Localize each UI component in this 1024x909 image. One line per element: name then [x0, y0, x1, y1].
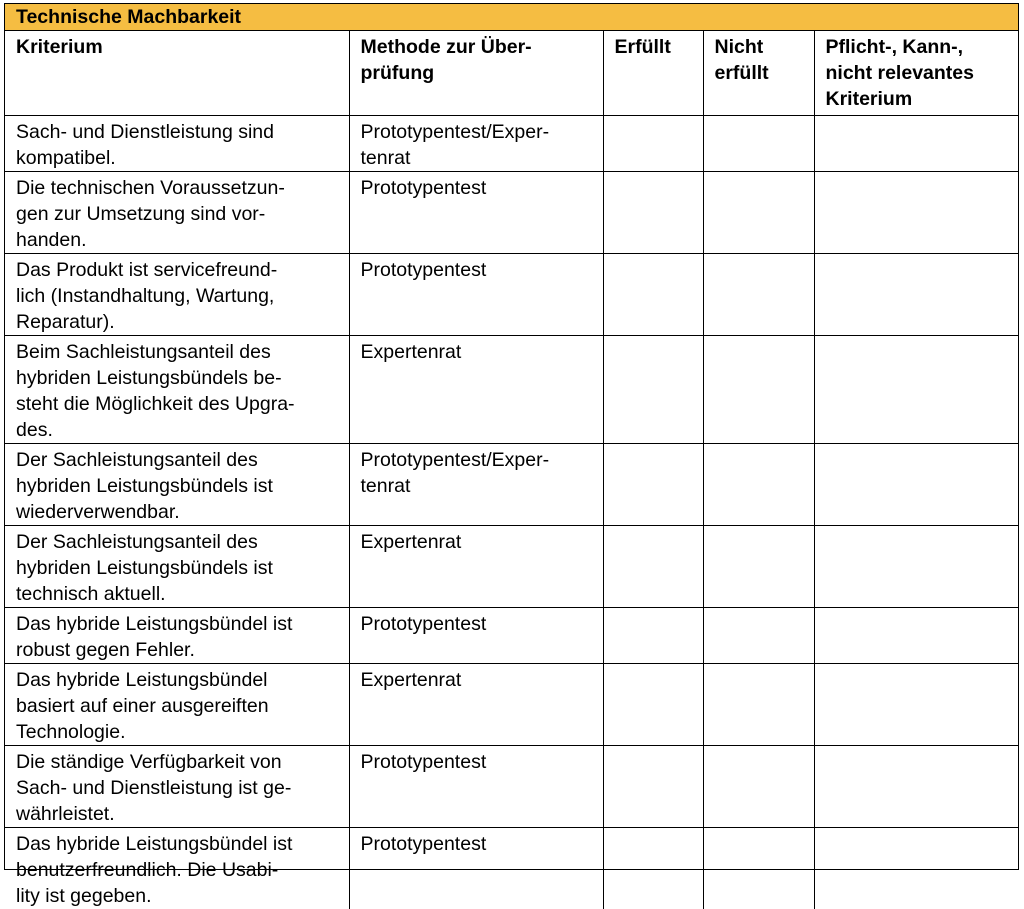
kriterium-line: Die ständige Verfügbarkeit von: [16, 750, 282, 773]
header-nicht-erfuellt: [703, 31, 814, 115]
table-row: [5, 827, 1018, 909]
cell-nicht-erfuellt[interactable]: [703, 253, 814, 335]
cell-erfuellt[interactable]: [603, 525, 703, 607]
cell-pflicht-kann[interactable]: [814, 607, 1018, 663]
table-row: [5, 443, 1018, 525]
cell-methode: [349, 827, 603, 909]
cell-kriterium: [5, 525, 349, 607]
cell-nicht-erfuellt[interactable]: [703, 663, 814, 745]
cell-nicht-erfuellt[interactable]: [703, 827, 814, 909]
methode-line: Prototypentest: [360, 612, 487, 635]
cell-nicht-erfuellt[interactable]: [703, 335, 814, 443]
methode-line: Prototypentest: [360, 176, 487, 199]
cell-pflicht-kann[interactable]: [814, 335, 1018, 443]
criteria-table-sheet: [4, 3, 1019, 907]
cell-pflicht-kann[interactable]: [814, 171, 1018, 253]
cell-kriterium: [5, 253, 349, 335]
methode-line: Prototypentest: [360, 750, 487, 773]
kriterium-line: steht die Möglichkeit des Upgra-: [16, 392, 295, 415]
header-pflicht-kann: [814, 31, 1018, 115]
kriterium-line: des.: [16, 418, 53, 441]
kriterium-line: Das hybride Leistungsbündel ist: [16, 612, 293, 635]
kriterium-line: hybriden Leistungsbündels ist: [16, 556, 273, 579]
table-row: [5, 115, 1018, 171]
cell-kriterium: [5, 335, 349, 443]
cell-methode: [349, 171, 603, 253]
header-pflicht-kann-line: Kriterium: [825, 88, 913, 110]
kriterium-line: Technologie.: [16, 720, 126, 743]
cell-erfuellt[interactable]: [603, 171, 703, 253]
header-erfuellt-line: Erfüllt: [614, 36, 671, 58]
cell-kriterium: [5, 443, 349, 525]
header-methode-line: Methode zur Über-: [360, 36, 532, 58]
table-row: [5, 525, 1018, 607]
cell-pflicht-kann[interactable]: [814, 663, 1018, 745]
kriterium-line: Das hybride Leistungsbündel ist: [16, 832, 293, 855]
cell-methode: [349, 663, 603, 745]
cell-methode: [349, 443, 603, 525]
cell-nicht-erfuellt[interactable]: [703, 115, 814, 171]
methode-line: Prototypentest: [360, 832, 487, 855]
cell-erfuellt[interactable]: [603, 335, 703, 443]
cell-erfuellt[interactable]: [603, 253, 703, 335]
kriterium-line: lich (Instandhaltung, Wartung,: [16, 284, 275, 307]
cell-kriterium: [5, 827, 349, 909]
cell-nicht-erfuellt[interactable]: [703, 607, 814, 663]
cell-kriterium: [5, 115, 349, 171]
table-header-row: [5, 31, 1018, 115]
methode-line: Expertenrat: [360, 530, 462, 553]
kriterium-line: währleistet.: [16, 802, 115, 825]
table-title: Technische Machbarkeit: [5, 4, 1018, 31]
kriterium-line: basiert auf einer ausgereiften: [16, 694, 269, 717]
methode-line: Prototypentest/Exper-: [360, 120, 550, 143]
cell-pflicht-kann[interactable]: [814, 253, 1018, 335]
cell-methode: [349, 745, 603, 827]
cell-methode: [349, 115, 603, 171]
cell-methode: [349, 525, 603, 607]
table-row: [5, 335, 1018, 443]
cell-pflicht-kann[interactable]: [814, 443, 1018, 525]
cell-erfuellt[interactable]: [603, 443, 703, 525]
methode-line: tenrat: [360, 474, 411, 497]
kriterium-line: robust gegen Fehler.: [16, 638, 195, 661]
cell-pflicht-kann[interactable]: [814, 827, 1018, 909]
kriterium-line: Das Produkt ist servicefreund-: [16, 258, 278, 281]
cell-nicht-erfuellt[interactable]: [703, 525, 814, 607]
kriterium-line: Der Sachleistungsanteil des: [16, 530, 258, 553]
header-nicht-erfuellt-line: Nicht: [714, 36, 764, 58]
cell-methode: [349, 607, 603, 663]
criteria-table: [5, 31, 1018, 909]
methode-line: Prototypentest: [360, 258, 487, 281]
table-row: [5, 171, 1018, 253]
cell-erfuellt[interactable]: [603, 663, 703, 745]
header-kriterium-line: Kriterium: [16, 36, 103, 58]
cell-kriterium: [5, 171, 349, 253]
kriterium-line: wiederverwendbar.: [16, 500, 180, 523]
cell-nicht-erfuellt[interactable]: [703, 443, 814, 525]
methode-line: tenrat: [360, 146, 411, 169]
methode-line: Expertenrat: [360, 340, 462, 363]
kriterium-line: Sach- und Dienstleistung sind: [16, 120, 274, 143]
table-body: [5, 115, 1018, 909]
kriterium-line: hybriden Leistungsbündels be-: [16, 366, 282, 389]
cell-kriterium: [5, 745, 349, 827]
table-row: [5, 745, 1018, 827]
cell-pflicht-kann[interactable]: [814, 525, 1018, 607]
kriterium-line: hybriden Leistungsbündels ist: [16, 474, 273, 497]
kriterium-line: technisch aktuell.: [16, 582, 166, 605]
cell-erfuellt[interactable]: [603, 115, 703, 171]
cell-erfuellt[interactable]: [603, 607, 703, 663]
header-methode-line: prüfung: [360, 62, 435, 84]
cell-erfuellt[interactable]: [603, 827, 703, 909]
kriterium-line: lity ist gegeben.: [16, 884, 152, 907]
cell-pflicht-kann[interactable]: [814, 115, 1018, 171]
header-methode: [349, 31, 603, 115]
table-row: [5, 253, 1018, 335]
kriterium-line: gen zur Umsetzung sind vor-: [16, 202, 266, 225]
cell-pflicht-kann[interactable]: [814, 745, 1018, 827]
kriterium-line: Der Sachleistungsanteil des: [16, 448, 258, 471]
kriterium-line: Beim Sachleistungsanteil des: [16, 340, 271, 363]
header-nicht-erfuellt-line: erfüllt: [714, 62, 769, 84]
kriterium-line: Sach- und Dienstleistung ist ge-: [16, 776, 292, 799]
kriterium-line: handen.: [16, 228, 87, 251]
table-row: [5, 607, 1018, 663]
cell-kriterium: [5, 663, 349, 745]
cell-nicht-erfuellt[interactable]: [703, 745, 814, 827]
header-kriterium: [5, 31, 349, 115]
header-pflicht-kann-line: nicht relevantes: [825, 62, 974, 84]
kriterium-line: Reparatur).: [16, 310, 115, 333]
table-row: [5, 663, 1018, 745]
cell-methode: [349, 335, 603, 443]
kriterium-line: Die technischen Voraussetzun-: [16, 176, 285, 199]
kriterium-line: benutzerfreundlich. Die Usabi-: [16, 858, 279, 881]
cell-methode: [349, 253, 603, 335]
cell-kriterium: [5, 607, 349, 663]
cell-erfuellt[interactable]: [603, 745, 703, 827]
kriterium-line: kompatibel.: [16, 146, 116, 169]
methode-line: Expertenrat: [360, 668, 462, 691]
header-pflicht-kann-line: Pflicht-, Kann-,: [825, 36, 964, 58]
cell-nicht-erfuellt[interactable]: [703, 171, 814, 253]
methode-line: Prototypentest/Exper-: [360, 448, 550, 471]
kriterium-line: Das hybride Leistungsbündel: [16, 668, 268, 691]
header-erfuellt: [603, 31, 703, 115]
